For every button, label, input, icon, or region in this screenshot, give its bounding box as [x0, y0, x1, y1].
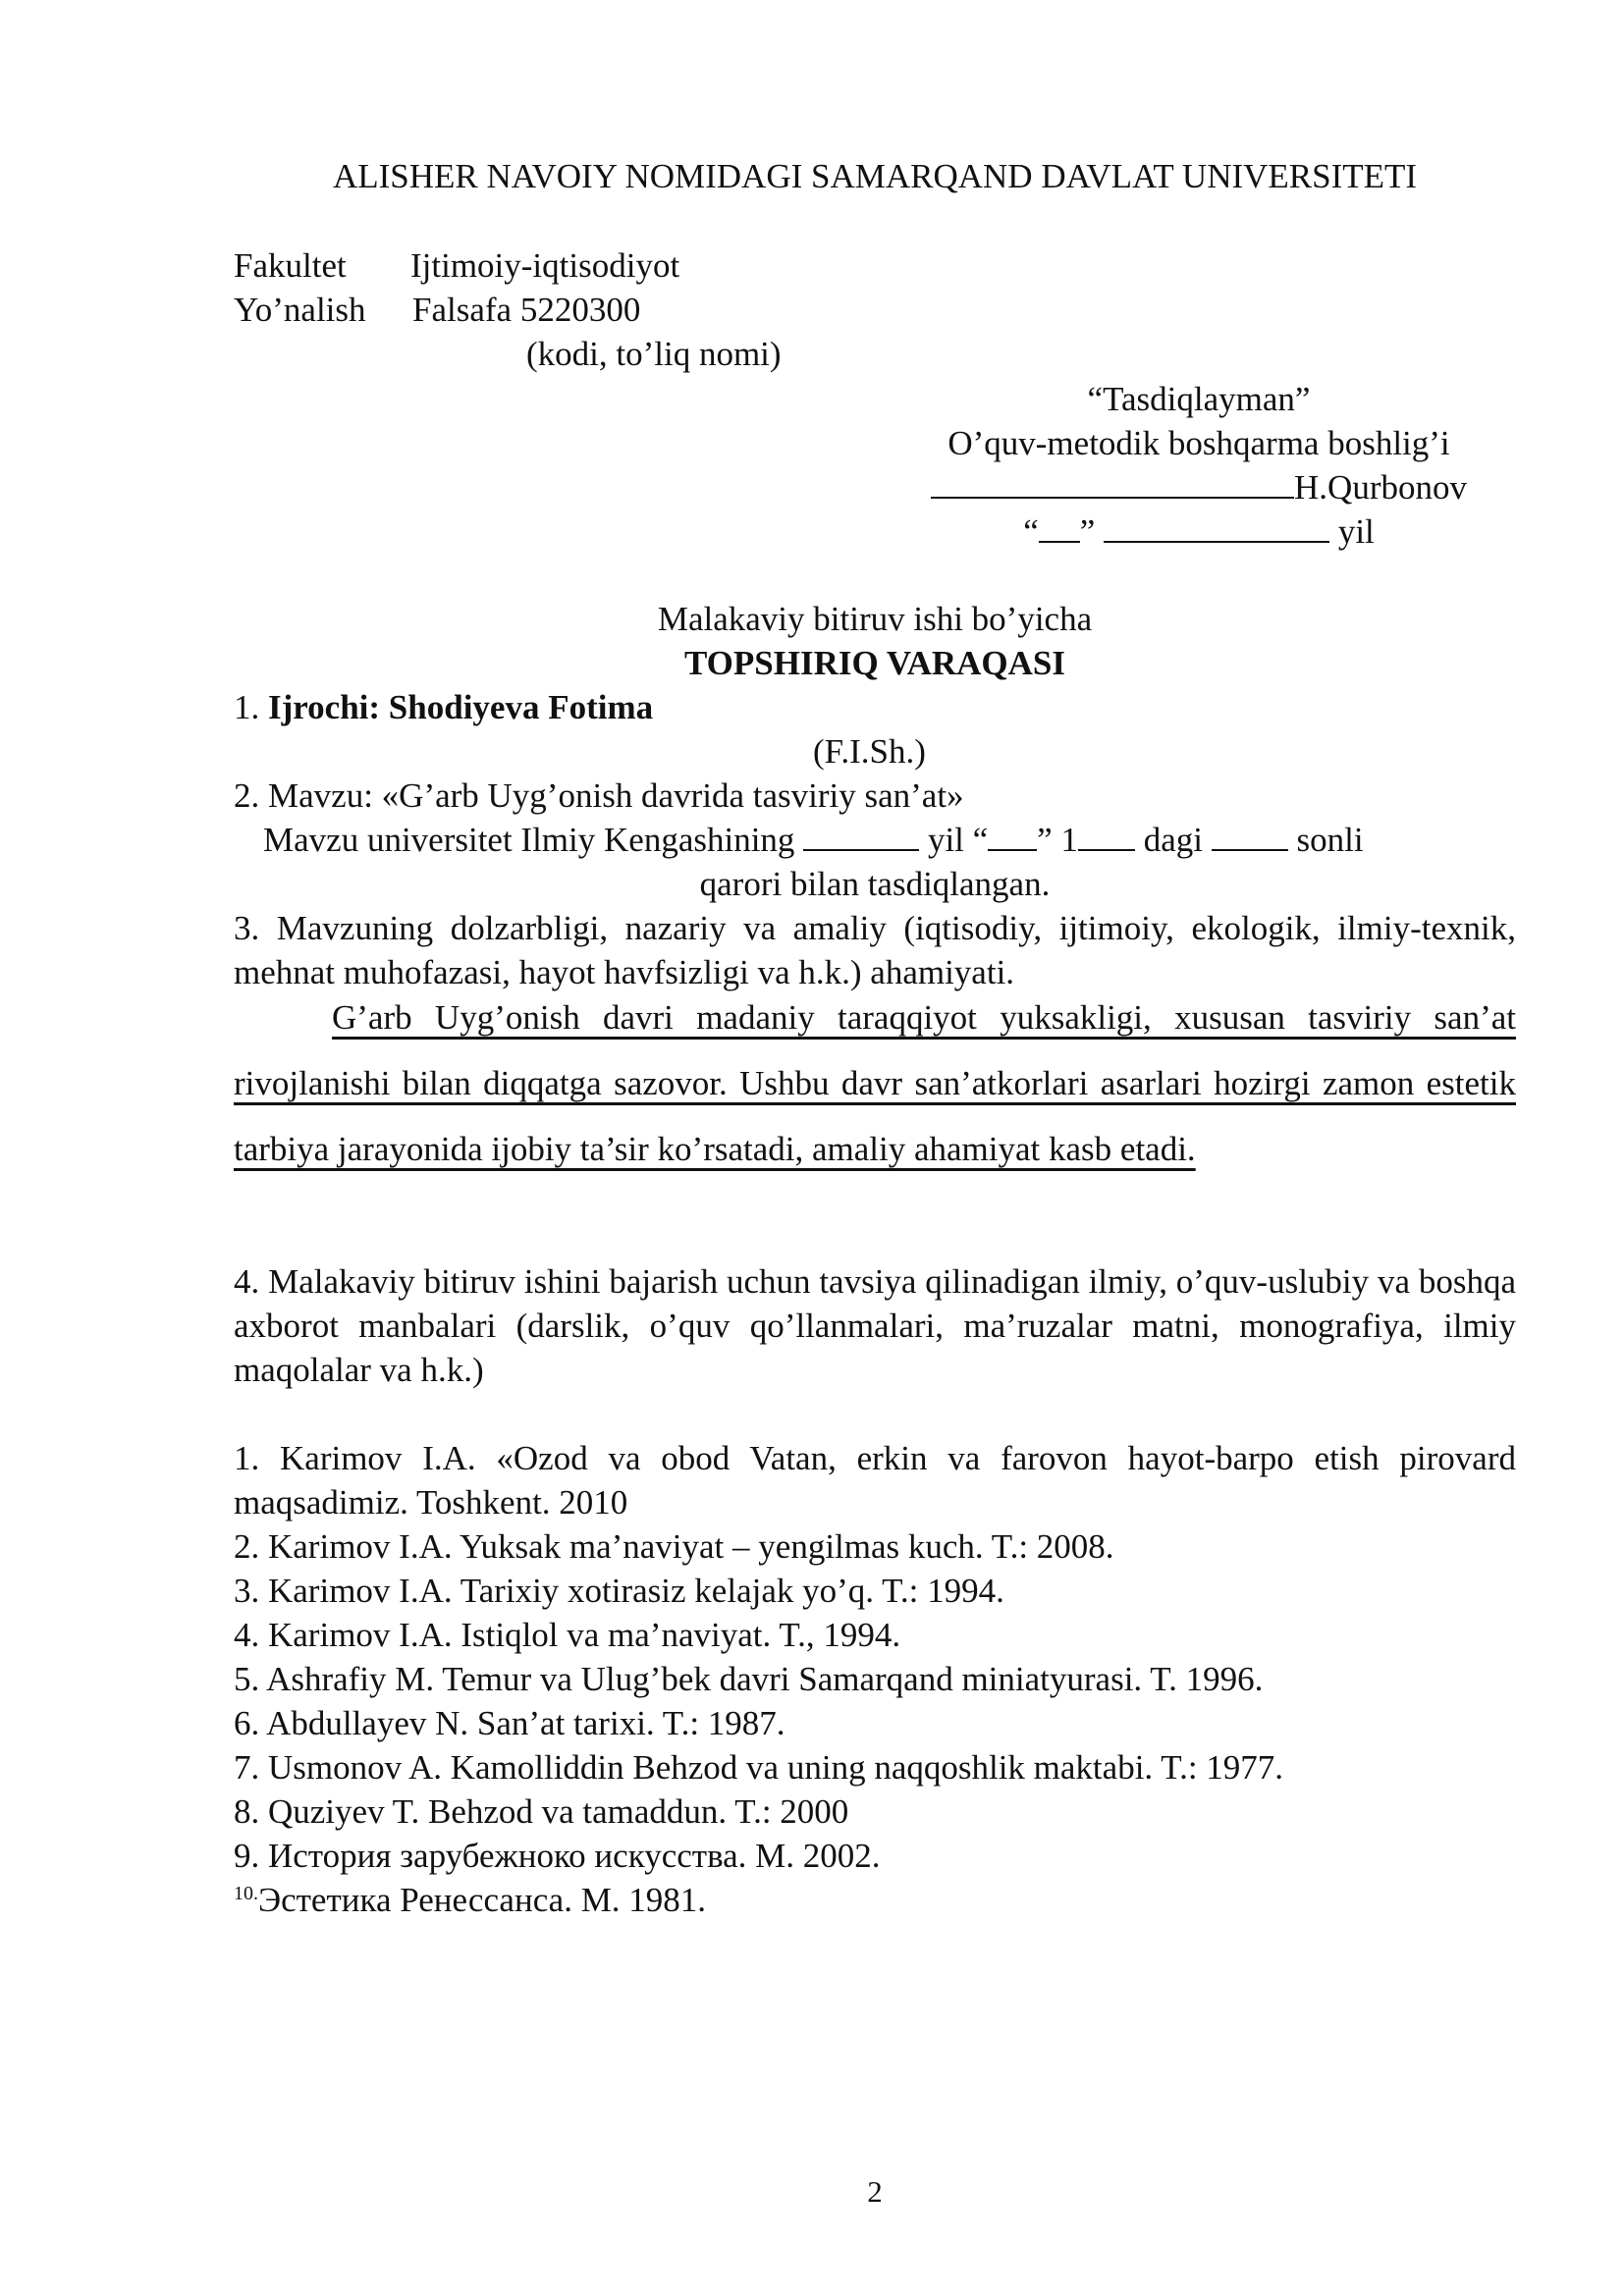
faculty-line: [234, 243, 1516, 288]
direction-hint: (kodi, to’liq nomi): [526, 335, 782, 373]
item1-hint: (F.I.Sh.): [813, 732, 926, 771]
council-day-blank: [988, 820, 1037, 851]
month-blank: [1104, 511, 1329, 543]
executor-name: Ijrochi: Shodiyeva Fotima: [268, 688, 654, 726]
signature-blank: [931, 467, 1294, 499]
approval-position: O’quv-metodik boshqarma boshlig’i: [947, 424, 1450, 462]
reference-item: 7. Usmonov A. Kamolliddin Behzod va uning naqqoshlik maktabi. T.: 1977.: [234, 1748, 1284, 1787]
approval-year-word: yil: [1337, 512, 1375, 551]
approval-block: [882, 377, 1516, 554]
reference-item: 3. Karimov I.A. Tarixiy xotirasiz kelajak yo’q. T.: 1994.: [234, 1572, 1004, 1610]
approval-title: “Tasdiqlayman”: [1087, 380, 1311, 418]
day-blank: [1039, 511, 1080, 543]
faculty-label: Fakultet: [234, 246, 347, 285]
reference-item: 4. Karimov I.A. Istiqlol va ma’naviyat. T., 1994.: [234, 1616, 901, 1654]
council-year-blank: [803, 820, 919, 851]
reference-item: 1. Karimov I.A. «Ozod va obod Vatan, erkin va farovon hayot-barpo etish pirovard maqsadimiz. Toshkent. 2010: [234, 1439, 1516, 1522]
item2-topic: 2. Mavzu: «G’arb Uyg’onish davrida tasviriy san’at»: [234, 776, 964, 815]
approval-signatory: H.Qurbonov: [1294, 468, 1467, 507]
direction-label: Yo’nalish: [234, 291, 366, 329]
item4-sources-heading: 4. Malakaviy bitiruv ishini bajarish uchun tavsiya qilinadigan ilmiy, o’quv-uslubiy va boshqa axborot manbalari (darslik, o’quv qo’llanmalari, ma’ruzalar matni, monografiya, ilmiy maqolalar va h.k.): [234, 1262, 1516, 1389]
approval-signature-line: [882, 465, 1516, 509]
direction-line: [234, 288, 1516, 332]
reference-item: 9. История зарубежноко искусства. М. 2002.: [234, 1837, 881, 1875]
council-month-blank: [1078, 820, 1135, 851]
reference-item: 8. Quziyev T. Behzod va tamaddun. T.: 2000: [234, 1792, 849, 1831]
document-page: [234, 0, 1516, 2296]
direction-value: Falsafa 5220300: [412, 291, 641, 329]
approval-date-line: “ ” yil: [1023, 512, 1375, 551]
item2-council-line: Mavzu universitet Ilmiy Kengashining yil “ ” 1 dagi sonli: [263, 821, 1364, 859]
page-number: 2: [867, 2174, 883, 2209]
heading-sub: Malakaviy bitiruv ishi bo’yicha: [657, 600, 1093, 638]
reference-item: 2. Karimov I.A. Yuksak ma’naviyat – yengilmas kuch. T.: 2008.: [234, 1527, 1114, 1566]
item1-executor: 1. Ijrochi: Shodiyeva Fotima: [234, 688, 654, 726]
item3-relevance-heading: 3. Mavzuning dolzarbligi, nazariy va amaliy (iqtisodiy, ijtimoiy, ekologik, ilmiy-texnik, mehnat muhofazasi, hayot havfsizligi va h.k.) ahamiyati.: [234, 909, 1516, 991]
reference-item: 5. Ashrafiy M. Temur va Ulug’bek davri Samarqand miniatyurasi. T. 1996.: [234, 1660, 1264, 1698]
item2-approved-line: qarori bilan tasdiqlangan.: [699, 865, 1051, 903]
university-title: ALISHER NAVOIY NOMIDAGI SAMARQAND DAVLAT UNIVERSITETI: [332, 157, 1418, 195]
heading-main: TOPSHIRIQ VARAQASI: [683, 644, 1066, 682]
reference-item: $^{10.}$Эстетика Ренессанса. М. 1981.: [234, 1881, 707, 1919]
council-number-blank: [1212, 820, 1288, 851]
faculty-value: Ijtimoiy-iqtisodiyot: [410, 246, 680, 285]
references-list: [234, 1436, 1516, 1922]
reference-item: 6. Abdullayev N. San’at tarixi. T.: 1987.: [234, 1704, 785, 1742]
item3-relevance-body: G’arb Uyg’onish davri madaniy taraqqiyot yuksakligi, xususan tasviriy san’at rivojlanishi bilan diqqatga sazovor. Ushbu davr san’atkorlari asarlari hozirgi zamon estetik tarbiya jarayonida ijobiy ta’sir ko’rsatadi, amaliy ahamiyat kasb etadi.: [234, 998, 1516, 1168]
